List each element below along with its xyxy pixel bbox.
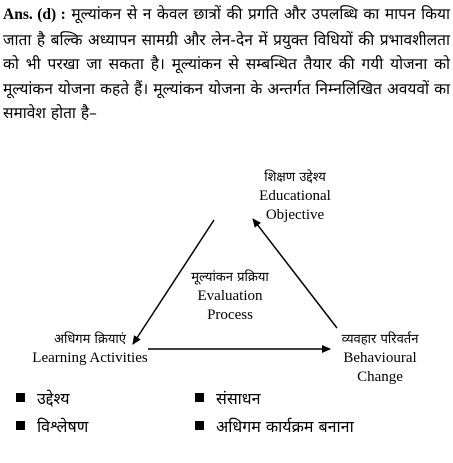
node-top-english-2: Objective	[265, 207, 325, 223]
node-left-hindi: अधिगम क्रियाएं	[54, 332, 126, 347]
answer-paragraph	[3, 2, 450, 126]
answer-label: Ans. (d) :	[3, 6, 66, 23]
node-center-english-2: Process	[207, 307, 253, 323]
list-item	[195, 387, 261, 411]
components-list	[0, 387, 453, 457]
node-educational-objective	[200, 168, 390, 225]
list-item-text: विश्लेषण	[37, 417, 89, 436]
node-right-hindi: व्यवहार परिवर्तन	[341, 332, 419, 347]
square-bullet-icon	[16, 393, 25, 402]
node-right-english-2: Change	[357, 369, 403, 385]
list-item-text: उद्देश्य	[37, 389, 70, 408]
list-item-text: अधिगम कार्यक्रम बनाना	[216, 417, 354, 436]
answer-text: मूल्यांकन से न केवल छात्रों की प्रगति और उपलब्धि का मापन किया जाता है बल्कि अध्यापन सामग्री और लेन-देन में प्रयुक्त विधियों की प्रभावशीलता को भी परखा जा सकता है। मूल्यांकन से सम्बन्धित तैयार की गयी योजना को मूल्यांकन योजना कहते हैं। मूल्यांकन योजना के अन्तर्गत निम्नलिखित अवयवों का समावेश होता है–	[3, 5, 450, 122]
list-item-text: संसाधन	[216, 389, 261, 408]
evaluation-triangle-diagram	[0, 158, 453, 390]
square-bullet-icon	[195, 421, 204, 430]
node-top-hindi: शिक्षण उद्देश्य	[264, 170, 326, 185]
node-learning-activities	[5, 330, 175, 368]
node-center-english-1: Evaluation	[197, 288, 263, 304]
node-evaluation-process	[155, 268, 305, 325]
square-bullet-icon	[195, 393, 204, 402]
node-center-hindi: मूल्यांकन प्रक्रिया	[191, 270, 269, 285]
node-top-english-1: Educational	[259, 188, 331, 204]
list-item	[16, 387, 70, 411]
square-bullet-icon	[16, 421, 25, 430]
node-right-english-1: Behavioural	[343, 350, 417, 366]
list-item	[16, 415, 88, 439]
node-left-english-1: Learning Activities	[32, 350, 148, 366]
node-behavioural-change	[305, 330, 453, 387]
list-item	[195, 415, 354, 439]
